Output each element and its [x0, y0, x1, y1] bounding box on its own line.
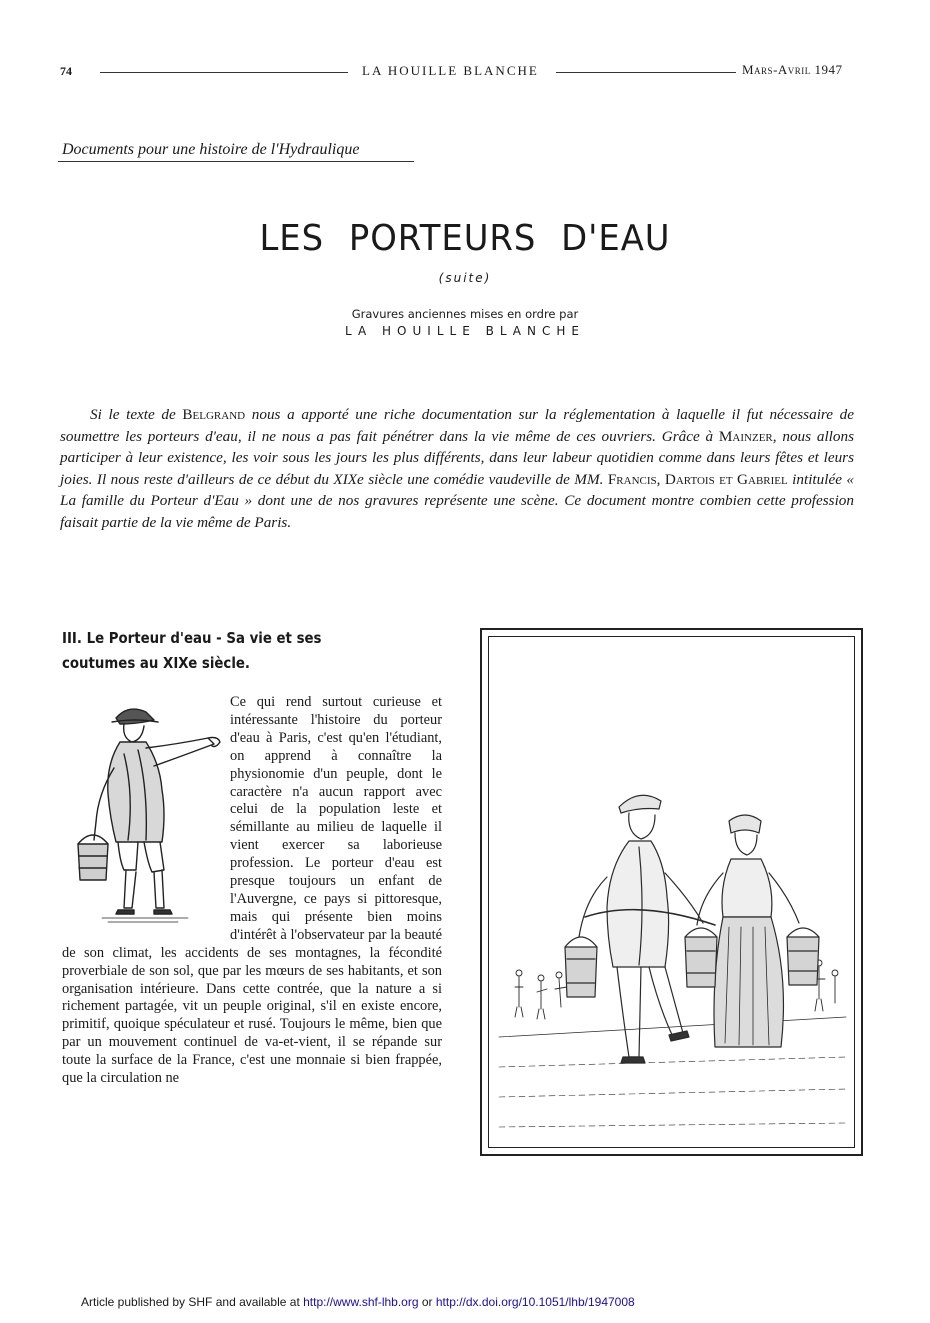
intro-text-3: , nous allons participer à leur existence, les voir sous les jours les plus différents, dans leur labeur quotidien comme dans leurs fêtes et leurs joies. Il nous reste d'ailleurs de ce début du XIXe siècle une comédie vaudeville de MM. [60, 427, 854, 488]
footer-prefix: Article published by SHF and available at [81, 1295, 304, 1309]
section-body-text: Ce qui rend surtout curieuse et intéressante l'histoire du porteur d'eau à Paris, c'est qu'en l'étudiant, on apprend à connaître la physionomie d'un peuple, dont le caractère n'a aucun rapport avec celui de la population leste et sémillante au milieu de laquelle il vient exercer sa laborieuse profession. Le porteur d'eau est presque toujours un enfant de l'Auvergne, ce pays si pittoresque, mais qui présente bien moins d'intérêt à l'observateur par la beauté de son climat, les accidents de ses montagnes, la fécondité proverbiale de son sol, que par les mœurs de ses habitants, et son organisation intérieure. Dans cette contrée, que la nature a si richement partagée, vit un peuple original, s'il en existe encore, primitif, quoique spéculateur et rusé. Toujours le même, bien que par un mouvement continuel de va-et-vient, il se répande sur toute la surface de la France, c'est une monnaie si bien frappée, que la circulation ne [62, 694, 442, 1087]
header-rule-right [556, 72, 736, 73]
series-title-underline [58, 161, 414, 162]
intro-paragraph [60, 404, 854, 533]
authors-vaudeville: Francis, Dartois et Gabriel [607, 470, 788, 488]
article-title: LES PORTEURS D'EAU [259, 218, 671, 259]
intro-text-4: intitulée « La famille du Porteur d'Eau » dont une de nos gravures représente une scène. Ce document montre combien cette profession faisait partie de la vie même de Paris. [60, 470, 854, 531]
author-mainzer: Mainzer [718, 427, 773, 445]
shf-lhb-link[interactable]: http://www.shf-lhb.org [303, 1295, 419, 1309]
water-carrier-engraving [58, 694, 224, 934]
doi-link[interactable]: http://dx.doi.org/10.1051/lhb/1947008 [435, 1295, 635, 1309]
footer-or: or [418, 1295, 436, 1309]
footer-note [81, 1295, 635, 1309]
engraving-plate [480, 628, 863, 1156]
intro-text-2: nous a apporté une riche documentation sur la réglementation à laquelle il fut nécessaire de soumettre les porteurs d'eau, il ne nous a pas fait pénétrer dans la vie même de ces ouvriers. Grâce à [60, 406, 854, 445]
author-belgrand: Belgrand [182, 406, 246, 423]
credit-name: LA HOUILLE BLANCHE [345, 324, 585, 338]
header-rule-left [100, 72, 348, 73]
section-body [62, 694, 442, 1088]
journal-name: LA HOUILLE BLANCHE [362, 63, 539, 78]
page-number: 74 [60, 64, 72, 78]
credit-line: Gravures anciennes mises en ordre par [351, 307, 579, 321]
engraving-inner-frame [488, 636, 855, 1148]
issue-date: Mars-Avril 1947 [742, 62, 843, 77]
section-heading: III. Le Porteur d'eau - Sa vie et ses coutumes au XIXe siècle. [62, 629, 322, 672]
series-title: Documents pour une histoire de l'Hydraulique [62, 141, 360, 158]
intro-text-1: Si le texte de [90, 406, 183, 423]
water-carriers-couple-engraving [489, 637, 856, 1149]
article-subtitle: (suite) [438, 271, 492, 285]
